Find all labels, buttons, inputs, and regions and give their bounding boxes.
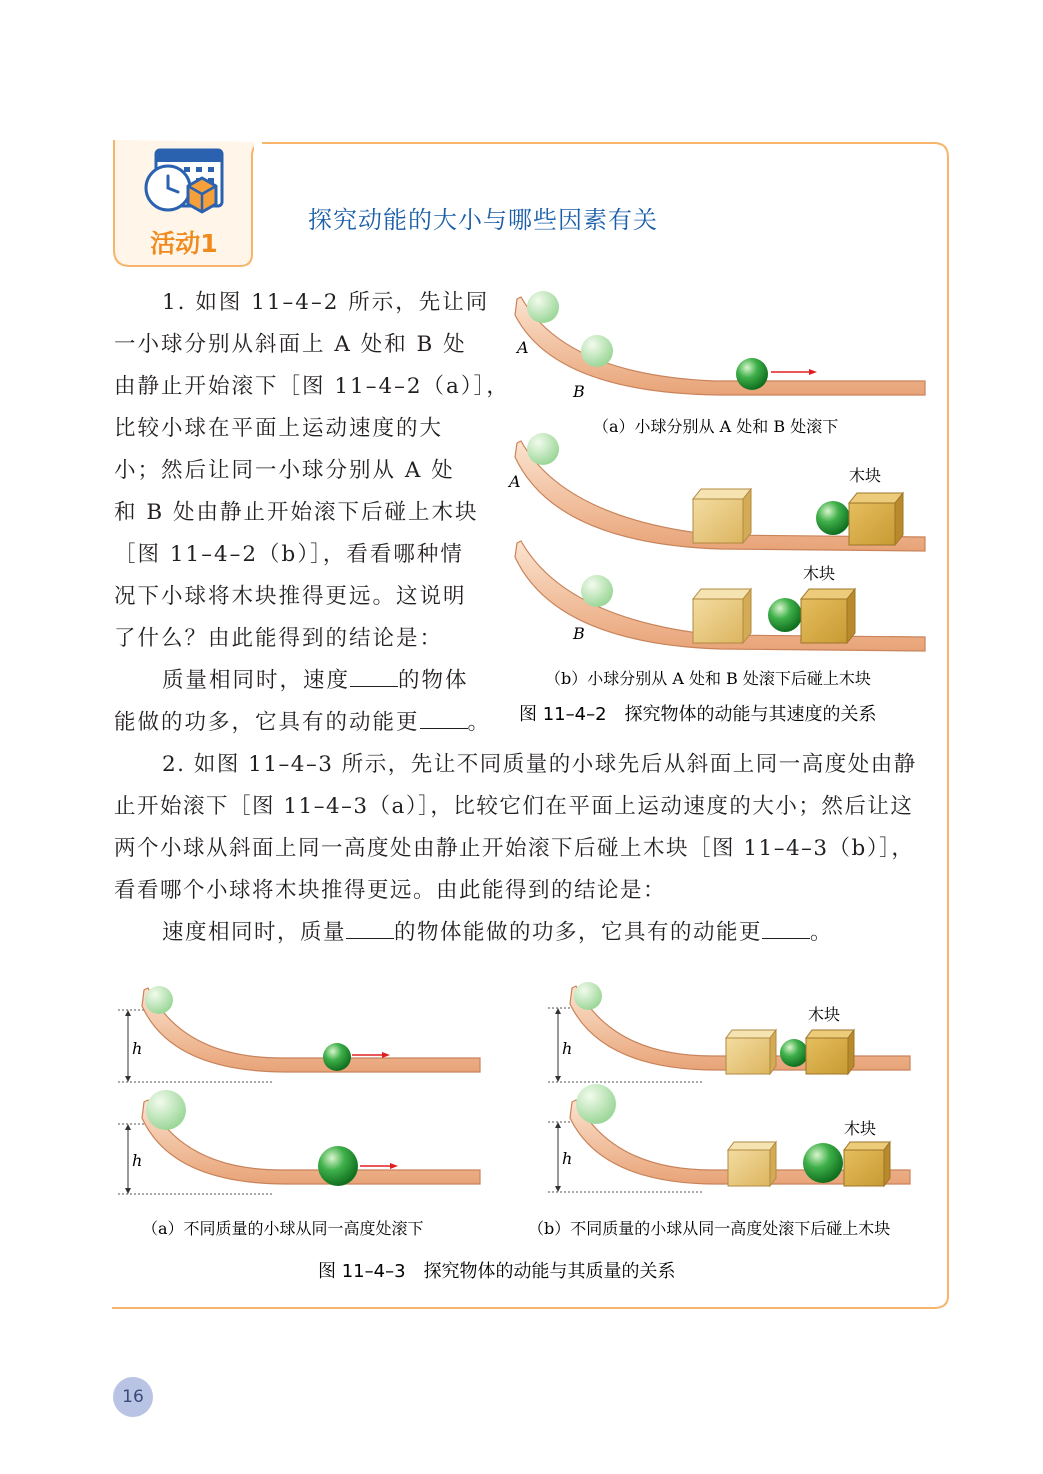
wood-block	[693, 589, 751, 643]
conclusion-1	[114, 660, 492, 744]
block-label: 木块	[844, 1119, 877, 1138]
label-h: h	[562, 1039, 573, 1058]
ball-start-b	[581, 575, 613, 607]
p2-line-3: 两个小球从斜面上同一高度处由静止开始滚下后碰上木块［图 11–4–3（b）］，	[114, 836, 915, 861]
ball-light	[323, 1043, 351, 1071]
p2-line-2: 止开始滚下［图 11–4–3（a）］，比较它们在平面上运动速度的大小；然后让这	[114, 794, 914, 819]
c1-part-b: 的物体	[398, 668, 469, 693]
ball	[736, 358, 768, 390]
activity-badge	[112, 140, 254, 268]
p2-line-1: 2. 如图 11–4–3 所示，先让不同质量的小球先后从斜面上同一高度处由静	[162, 752, 917, 777]
clock-icon	[146, 166, 190, 210]
activity-title: 探究动能的大小与哪些因素有关	[308, 206, 658, 234]
arrow-head-icon	[382, 1052, 390, 1058]
figure-title: 图 11–4–2 探究物体的动能与其速度的关系	[519, 704, 877, 725]
p1-line-9: 了什么？由此能得到的结论是：	[114, 626, 444, 651]
p1-line-7: ［图 11–4–2（b）］，看看哪种情	[114, 542, 464, 567]
ball-start-b	[581, 335, 613, 367]
label-h: h	[562, 1149, 573, 1168]
label-a: A	[517, 338, 529, 357]
wood-block	[849, 493, 903, 545]
caption-a: （a）小球分别从 A 处和 B 处滚下	[593, 417, 839, 436]
ball-light	[574, 982, 602, 1010]
badge-label: 活动1	[150, 229, 218, 258]
arrow-head-icon	[809, 369, 817, 375]
paragraph-1	[114, 282, 510, 660]
ball-heavy	[576, 1084, 616, 1124]
caption-b: （b）不同质量的小球从同一高度处滚下后碰上木块	[528, 1219, 891, 1238]
arrow-head-icon	[390, 1163, 398, 1169]
wood-block	[728, 1142, 776, 1186]
answer-blank[interactable]	[346, 920, 394, 939]
p1-line-4: 比较小球在平面上运动速度的大	[114, 416, 444, 441]
ramp	[142, 988, 480, 1072]
figure-11-4-3	[112, 978, 942, 1288]
ball-heavy	[318, 1146, 358, 1186]
block-label: 木块	[808, 1005, 841, 1024]
answer-blank[interactable]	[420, 710, 468, 729]
box-icon	[188, 178, 216, 212]
p1-line-5: 小；然后让同一小球分别从 A 处	[114, 458, 455, 483]
ball-start-a	[527, 433, 559, 465]
label-b: B	[573, 624, 585, 643]
ramp	[142, 1100, 480, 1184]
ball-start-a	[527, 291, 559, 323]
wood-block	[806, 1030, 854, 1074]
wood-block	[801, 589, 855, 643]
ball	[768, 598, 802, 632]
answer-blank[interactable]	[762, 920, 810, 939]
page-number: 16	[122, 1387, 144, 1407]
answer-blank[interactable]	[350, 668, 398, 687]
p1-line-3: 由静止开始滚下［图 11–4–2（a）］，	[114, 374, 510, 399]
p1-line-6: 和 B 处由静止开始滚下后碰上木块	[114, 500, 479, 525]
p2-line-4: 看看哪个小球将木块推得更远。由此能得到的结论是：	[114, 878, 667, 903]
ball	[816, 501, 850, 535]
ball-heavy	[146, 1090, 186, 1130]
ball-light	[145, 986, 173, 1014]
caption-a: （a）不同质量的小球从同一高度处滚下	[142, 1219, 424, 1238]
label-h: h	[132, 1151, 143, 1170]
conclusion-2	[114, 912, 934, 954]
wood-block	[726, 1030, 776, 1074]
label-b: B	[573, 382, 585, 401]
ball-heavy	[803, 1143, 843, 1183]
figure-11-4-2	[505, 285, 940, 725]
p1-line-8: 况下小球将木块推得更远。这说明	[114, 584, 467, 609]
c1-end: 。	[467, 710, 492, 735]
c2-end: 。	[810, 920, 834, 945]
block-label: 木块	[803, 564, 836, 583]
c1-part-a: 质量相同时，速度	[162, 668, 351, 693]
c1-part-c: 能做的功多，它具有的动能更	[114, 710, 420, 735]
wood-block	[844, 1142, 890, 1186]
wood-block	[693, 489, 751, 543]
ball-light	[780, 1039, 808, 1067]
p1-line-1: 1. 如图 11–4–2 所示，先让同	[162, 290, 490, 315]
label-a: A	[509, 472, 521, 491]
caption-b: （b）小球分别从 A 处和 B 处滚下后碰上木块	[545, 669, 871, 688]
block-label: 木块	[849, 466, 882, 485]
figure-title: 图 11–4–3 探究物体的动能与其质量的关系	[318, 1261, 676, 1282]
c2-part-b: 的物体能做的功多，它具有的动能更	[394, 920, 763, 945]
c2-part-a: 速度相同时，质量	[162, 920, 347, 945]
ramp	[515, 297, 925, 395]
paragraph-2	[114, 744, 934, 912]
p1-line-2: 一小球分别从斜面上 A 处和 B 处	[114, 332, 467, 357]
label-h: h	[132, 1039, 143, 1058]
